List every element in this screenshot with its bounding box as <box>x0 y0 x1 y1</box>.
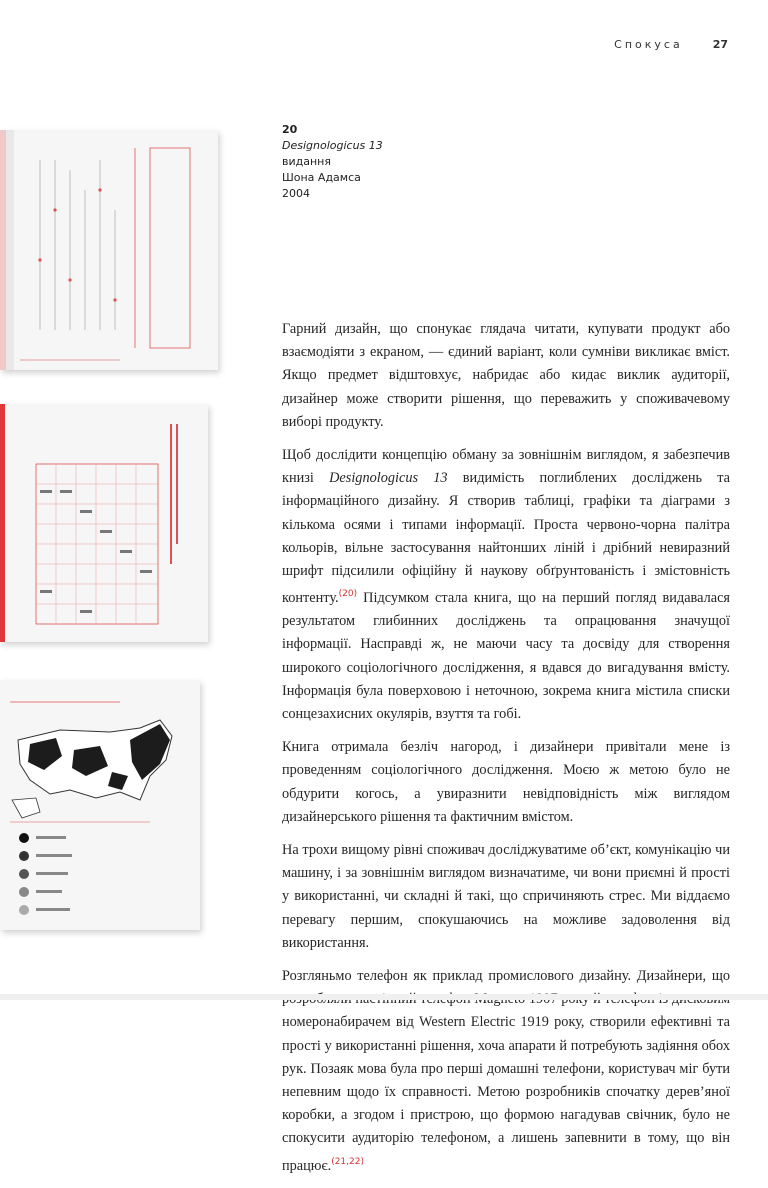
book-thumbnail-table <box>0 130 218 370</box>
paragraph-2-text-c: Підсумком стала книга, що на перший погляд видавалася результатом глибинних досліджень та опрацювання значущої інформації. Насправді ж, не маючи часу та досвіду для створення широкого соціологічного дослідження, я вдався до вигадування вмісту. Інформація була поверховою і неточною, зокрема книга містила списки сонцезахисних окулярів, взуття та гобі. <box>282 590 730 723</box>
body-text <box>282 318 730 1188</box>
paragraph-2-text-a: Щоб дослідити концепцію обману за зовнішнім виглядом, я забезпечив книзі <box>282 447 730 487</box>
paragraph-5-text: Розгляньмо телефон як приклад промислового дизайну. Дизайнери, що номеронабирачем від Western Electric 1919 року, створили ефективні та прості у використанні рішення, хоча апарати й потребують задіяння обох рук. Позаяк мова була про перші домашні телефони, користувач міг бути непевним щодо їх справності. Метою розробників спочатку дерев’яної коробки, а згодом і пристрою, що формою нагадував свічник, було не спокусити аудиторію телефоном, а лишень запевнити в тому, що він працює. <box>282 968 730 1174</box>
paragraph-4: На трохи вищому рівні споживач досліджуватиме об’єкт, комунікацію чи машину, і за зовнішнім виглядом визначатиме, чи вони приємні й прості у використанні, чи складні й такі, що спричиняють стрес. Ми віддаємо перевагу першим, спокушаючись на можливе задоволення від використання. <box>282 842 730 951</box>
figure-reference: (21,22) <box>331 1156 364 1167</box>
section-title: Спокуса <box>614 38 683 51</box>
figure-year: 2004 <box>282 187 310 200</box>
page-bottom-edge <box>0 994 768 1000</box>
running-header <box>614 38 728 51</box>
figure-caption-line-1: видання <box>282 155 331 168</box>
page-number: 27 <box>712 38 728 51</box>
book-title-italic: Designologicus 13 <box>329 470 448 487</box>
figure-reference: (20) <box>338 589 358 600</box>
figure-caption <box>282 122 383 202</box>
paragraph-2-text-b: видимість поглиблених досліджень та інформаційного дизайну. Я створив таблиці, графіки та діаграми з кількома осями і типами інформації. Проста червоно-чорна палітра кольорів, вільне застосування найтонших ліній і дрібний невиразний шрифт підсилили офіційну й наукову обґрунтованість і змістовність контенту. <box>282 470 730 606</box>
figure-title: Designologicus 13 <box>282 139 383 152</box>
paragraph-3: Книга отримала безліч нагород, і дизайнери привітали мене із проведенням соціологічного дослідження. Моєю ж метою було не обдурити когось, а увиразнити невідповідність між виглядом дизайнерського рішення та фактичним вмістом. <box>282 739 730 825</box>
book-thumbnail-grid <box>0 404 208 642</box>
paragraph-2 <box>282 444 730 726</box>
figure-caption-line-2: Шона Адамса <box>282 171 361 184</box>
paragraph-1: Гарний дизайн, що спонукає глядача читати, купувати продукт або взаємодіяти з екраном, — єдиний варіант, коли сумніви викликає вміст. Якщо предмет відштовхує, набридає або кидає виклик аудиторії, дизайнер може створити рішення, що переважить у споживачевому виборі продукту. <box>282 321 730 430</box>
figure-number: 20 <box>282 123 298 136</box>
book-thumbnail-map <box>0 680 200 930</box>
